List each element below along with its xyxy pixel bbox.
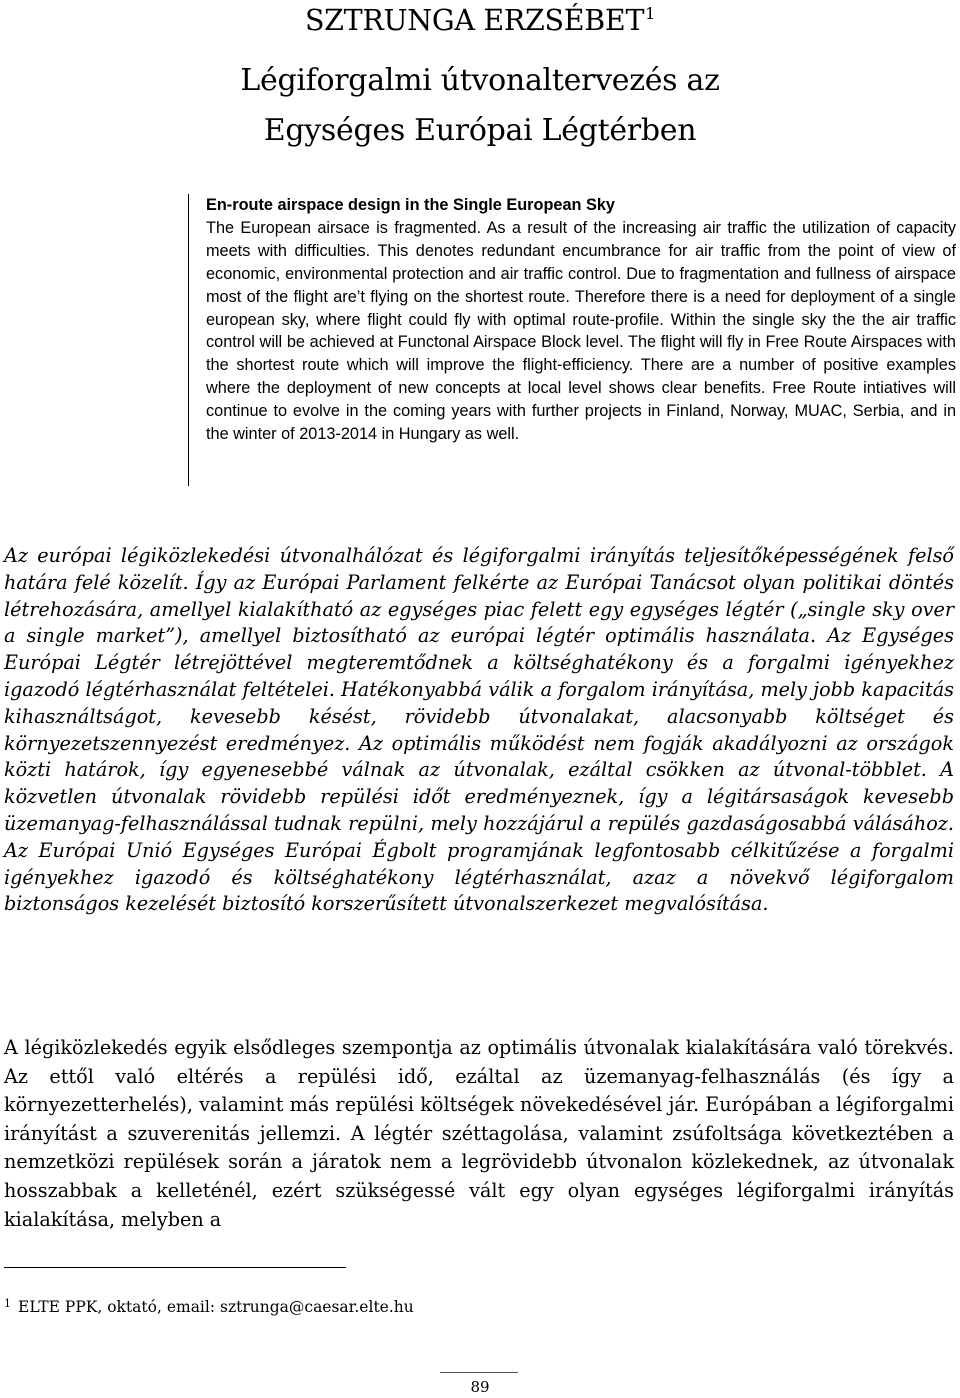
footnote-mark: 1 — [4, 1297, 11, 1310]
article-title — [0, 56, 960, 156]
footnote-separator — [4, 1267, 346, 1268]
title-line-1: Légiforgalmi útvonaltervezés az — [240, 63, 720, 98]
author-name: SZTRUNGA ERZSÉBET$^1$ — [304, 4, 656, 37]
page-number-rule — [440, 1372, 518, 1373]
author-footnote-mark: 1 — [645, 4, 656, 23]
footnote-text: ELTE PPK, oktató, email: sztrunga@caesar.elte.hu — [18, 1298, 414, 1316]
intro-italic-paragraph: Az európai légiközlekedési útvonalhálózat és légiforgalmi irányítás teljesítőképességének felső határa felé közelít. Így az Európai Parlament felkérte az Európai Tanácsot olyan politikai döntés létrehozására, amellyel kialakítható az egységes piac felett egy egységes légtér („single sky over a single market”), amellyel biztosítható az európai légtér optimális használata. Az Egységes Európai Légtér létrejöttével megteremtődnek a költséghatékony és a forgalmi igényekhez igazodó légtérhasználat feltételei. Hatékonyabbá válik a forgalom irányítása, mely jobb kapacitás kihasználtságot, kevesebb késést, rövidebb útvonalakat, alacsonyabb költséget és környezetszennyezést eredményez. Az optimális működést nem fogják akadályozni az országok közti határok, így egyenesebbé válnak az útvonalak, ezáltal csökken az útvonal-többlet. A közvetlen útvonalak rövidebb repülési időt eredményeznek, így a légitársaságok kevesebb üzemanyag-felhasználással tudnak repülni, mely hozzájárul a repülés gazdaságosabbá válásához. Az Európai Unió Egységes Európai Égbolt programjának legfontosabb célkitűzése a forgalmi igényekhez igazodó és költséghatékony légtérhasználat, azaz a növekvő légiforgalom biztonságos kezelését biztosító korszerűsített útvonalszerkezet megvalósítása. — [4, 544, 954, 916]
footnote — [4, 1297, 414, 1316]
abstract-heading: En-route airspace design in the Single European Sky — [206, 196, 615, 214]
english-abstract — [188, 194, 956, 486]
body-paragraph: A légiközlekedés egyik elsődleges szempontja az optimális útvonalak kialakítására való törekvés. Az ettől való eltérés a repülési idő, ezáltal az üzemanyag-felhasználás (és így a környezetterhelés), valamint más repülési költségek növekedésével jár. Európában a légiforgalmi irányítást a szuverenitás jellemzi. A légtér széttagolása, valamint zsúfoltsága következtében a nemzetközi repülések során a járatok nem a legrövidebb útvonalon közlekednek, az útvonalak hosszabbak a kelleténél, ezért szükségessé vált egy olyan egységes légiforgalmi irányítás kialakítása, melyben a — [4, 1036, 954, 1231]
page-number: 89 — [470, 1378, 490, 1396]
abstract-body: The European airsace is fragmented. As a result of the increasing air traffic the utilization of capacity meets with difficulties. This denotes redundant encumbrance for air traffic from the point of view of economic, environmental protection and air traffic control. Due to fragmentation and fullness of airspace most of the flight are’t flying on the shortest route. Therefore there is a need for deployment of a single european sky, where flight could fly with optimal route-profile. Within the single sky the the air traffic control will be achieved at Functonal Airspace Block level. The flight will fly in Free Route Airspaces with the shortest route which will improve the flight-efficiency. There are a number of positive examples where the deployment of new concepts at local level shows clear benefits. Free Route intiatives will continue to evolve in the coming years with further projects in Finland, Norway, MUAC, Serbia, and in the winter of 2013-2014 in Hungary as well. — [206, 218, 956, 444]
title-line-2: Egységes Európai Légtérben — [263, 113, 697, 148]
